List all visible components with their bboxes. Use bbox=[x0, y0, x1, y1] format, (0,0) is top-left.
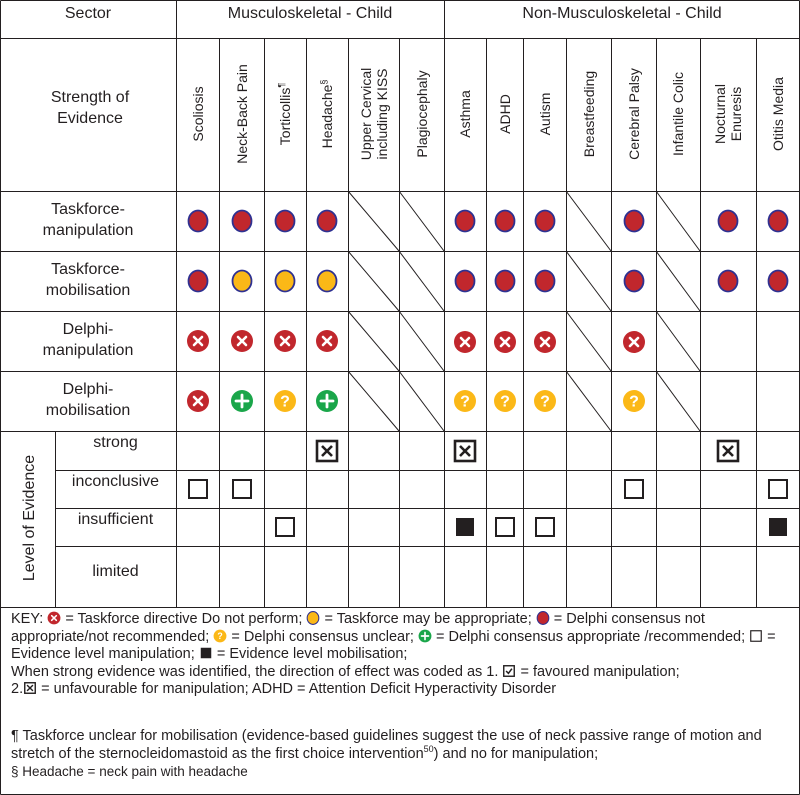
strength-of-evidence-header: Strength of Evidence bbox=[50, 89, 130, 127]
not-applicable-diagonal bbox=[399, 191, 444, 251]
delphi-not-recommended-icon bbox=[766, 269, 790, 293]
group-header-musculoskeletal: Musculoskeletal - Child bbox=[227, 5, 393, 22]
row-label-taskforce-manipulation: Taskforce- manipulation bbox=[42, 201, 134, 239]
not-applicable-diagonal bbox=[566, 371, 611, 431]
key-prefix: KEY: bbox=[11, 611, 44, 627]
delphi-not-recommended-icon bbox=[315, 209, 339, 233]
level-label-inconclusive: inconclusive bbox=[71, 473, 160, 490]
delphi-not-recommended-icon bbox=[622, 209, 646, 233]
key-direction-2: 2. bbox=[11, 681, 24, 697]
x-box-icon bbox=[453, 439, 477, 463]
delphi-recommended-icon bbox=[315, 389, 339, 413]
not-applicable-diagonal bbox=[656, 191, 700, 251]
key-taskforce-do-not: = Taskforce directive Do not perform; bbox=[65, 611, 303, 627]
not-applicable-diagonal bbox=[399, 251, 444, 311]
delphi-unclear-icon bbox=[622, 389, 646, 413]
taskforce-may-icon bbox=[273, 269, 297, 293]
key-taskforce-may: = Taskforce may be appropriate; bbox=[324, 611, 532, 627]
key-favoured-manipulation: = favoured manipulation; bbox=[520, 663, 680, 680]
level-label-insufficient: insufficient bbox=[77, 511, 154, 528]
delphi-not-recommended-icon bbox=[716, 209, 740, 233]
checked-box-icon bbox=[502, 664, 516, 678]
svg-text:?: ? bbox=[628, 393, 639, 411]
taskforce-may-icon bbox=[306, 611, 320, 625]
key-delphi-unclear: = Delphi consensus unclear; bbox=[231, 628, 414, 645]
not-applicable-diagonal bbox=[656, 371, 700, 431]
not-applicable-diagonal bbox=[399, 311, 444, 371]
delphi-recommended-icon bbox=[418, 629, 432, 643]
key-evidence-manipulation: = Evidence level manipulation; bbox=[11, 628, 776, 662]
column-header-torticollis: Torticollis¶ bbox=[276, 82, 293, 146]
column-header-adhd: ADHD bbox=[496, 94, 513, 134]
not-applicable-diagonal bbox=[656, 251, 700, 311]
delphi-not-recommended-icon bbox=[622, 269, 646, 293]
empty-box-icon bbox=[493, 515, 517, 539]
x-box-icon bbox=[716, 439, 740, 463]
footnote-section: § Headache = neck pain with headache bbox=[11, 764, 248, 779]
level-label-limited: limited bbox=[92, 563, 139, 580]
column-header-nocturnal: Nocturnal Enuresis bbox=[712, 84, 744, 144]
column-header-cerebral-palsy: Cerebral Palsy bbox=[625, 68, 642, 160]
level-label-strong: strong bbox=[93, 434, 138, 451]
key-evidence-mobilisation: = Evidence level mobilisation; bbox=[216, 646, 408, 662]
not-applicable-diagonal bbox=[566, 191, 611, 251]
taskforce-do-not-icon bbox=[230, 329, 254, 353]
taskforce-may-icon bbox=[230, 269, 254, 293]
column-header-otitis-media: Otitis Media bbox=[770, 77, 786, 151]
delphi-not-recommended-icon bbox=[186, 269, 210, 293]
svg-text:?: ? bbox=[499, 393, 510, 411]
delphi-not-recommended-icon bbox=[533, 269, 557, 293]
taskforce-do-not-icon bbox=[186, 389, 210, 413]
x-box-icon bbox=[315, 439, 339, 463]
delphi-not-recommended-icon bbox=[230, 209, 254, 233]
level-of-evidence-label: Level of Evidence bbox=[21, 454, 38, 582]
row-label-delphi-mobilisation: Delphi- mobilisation bbox=[45, 381, 131, 419]
delphi-not-recommended-icon bbox=[453, 269, 477, 293]
delphi-unclear-icon bbox=[273, 389, 297, 413]
delphi-not-recommended-icon bbox=[716, 269, 740, 293]
key-unfavourable-manipulation: = unfavourable for manipulation; ADHD = Attention Deficit Hyperactivity Disorder bbox=[41, 681, 557, 697]
row-label-taskforce-mobilisation: Taskforce- mobilisation bbox=[45, 261, 131, 299]
taskforce-do-not-icon bbox=[47, 611, 61, 625]
delphi-unclear-icon bbox=[493, 389, 517, 413]
taskforce-do-not-icon bbox=[493, 330, 517, 354]
taskforce-do-not-icon bbox=[622, 330, 646, 354]
svg-text:?: ? bbox=[539, 393, 550, 411]
not-applicable-diagonal bbox=[399, 371, 444, 431]
delphi-not-recommended-icon bbox=[186, 209, 210, 233]
column-header-neck-back-pain: Neck-Back Pain bbox=[233, 64, 250, 164]
delphi-unclear-icon bbox=[453, 389, 477, 413]
column-header-autism: Autism bbox=[536, 92, 553, 136]
delphi-not-recommended-icon bbox=[536, 611, 550, 625]
taskforce-do-not-icon bbox=[533, 330, 557, 354]
delphi-unclear-icon bbox=[533, 389, 557, 413]
delphi-unclear-icon bbox=[213, 629, 227, 643]
taskforce-do-not-icon bbox=[315, 329, 339, 353]
group-header-non-musculoskeletal: Non-Musculoskeletal - Child bbox=[522, 5, 722, 22]
delphi-not-recommended-icon bbox=[493, 269, 517, 293]
filled-box-icon bbox=[453, 515, 477, 539]
empty-box-icon bbox=[533, 515, 557, 539]
empty-box-icon bbox=[749, 629, 763, 643]
taskforce-may-icon bbox=[315, 269, 339, 293]
footnotes bbox=[11, 727, 791, 781]
x-box-icon bbox=[23, 681, 37, 695]
footnote-reference: 50 bbox=[423, 744, 434, 755]
empty-box-icon bbox=[230, 477, 254, 501]
svg-text:?: ? bbox=[460, 393, 470, 411]
key-direction-text: When strong evidence was identified, the direction of effect was coded as 1. bbox=[11, 663, 499, 680]
svg-text:?: ? bbox=[217, 630, 224, 641]
delphi-not-recommended-icon bbox=[273, 209, 297, 233]
column-header-infantile-colic: Infantile Colic bbox=[670, 71, 686, 157]
svg-text:?: ? bbox=[280, 393, 290, 411]
taskforce-do-not-icon bbox=[273, 329, 297, 353]
delphi-recommended-icon bbox=[230, 389, 254, 413]
delphi-not-recommended-icon bbox=[493, 209, 517, 233]
filled-box-icon bbox=[766, 515, 790, 539]
not-applicable-diagonal bbox=[348, 251, 399, 311]
empty-box-icon bbox=[622, 477, 646, 501]
column-header-scoliosis: Scoliosis bbox=[189, 86, 206, 142]
taskforce-do-not-icon bbox=[453, 330, 477, 354]
key-delphi-recommended: = Delphi consensus appropriate /recommended; bbox=[436, 628, 746, 645]
column-header-asthma: Asthma bbox=[457, 90, 473, 138]
column-header-upper-cervical: Upper Cervical including KISS bbox=[357, 67, 390, 161]
empty-box-icon bbox=[186, 477, 210, 501]
taskforce-do-not-icon bbox=[186, 329, 210, 353]
not-applicable-diagonal bbox=[348, 311, 399, 371]
column-header-plagiocephaly: Plagiocephaly bbox=[413, 70, 430, 158]
delphi-not-recommended-icon bbox=[766, 209, 790, 233]
not-applicable-diagonal bbox=[348, 371, 399, 431]
delphi-not-recommended-icon bbox=[453, 209, 477, 233]
sector-header: Sector bbox=[64, 5, 112, 22]
delphi-not-recommended-icon bbox=[533, 209, 557, 233]
footnote-pilcrow: ¶ Taskforce unclear for mobilisation (evidence-based guidelines suggest the use of neck passive range of motion and stretch of the sternocleidomastoid as the first choice intervention bbox=[11, 728, 762, 762]
column-header-headache: Headache§ bbox=[318, 79, 335, 149]
key-delphi-not: = Delphi consensus not appropriate/not recommended; bbox=[11, 611, 705, 645]
key-legend bbox=[11, 611, 791, 699]
not-applicable-diagonal bbox=[656, 311, 700, 371]
not-applicable-diagonal bbox=[566, 311, 611, 371]
filled-box-icon bbox=[199, 646, 213, 660]
row-label-delphi-manipulation: Delphi- manipulation bbox=[42, 321, 134, 359]
empty-box-icon bbox=[273, 515, 297, 539]
not-applicable-diagonal bbox=[348, 191, 399, 251]
column-header-breastfeeding: Breastfeeding bbox=[580, 70, 597, 158]
not-applicable-diagonal bbox=[566, 251, 611, 311]
footnote-pilcrow-end: ) and no for manipulation; bbox=[433, 746, 599, 762]
empty-box-icon bbox=[766, 477, 790, 501]
